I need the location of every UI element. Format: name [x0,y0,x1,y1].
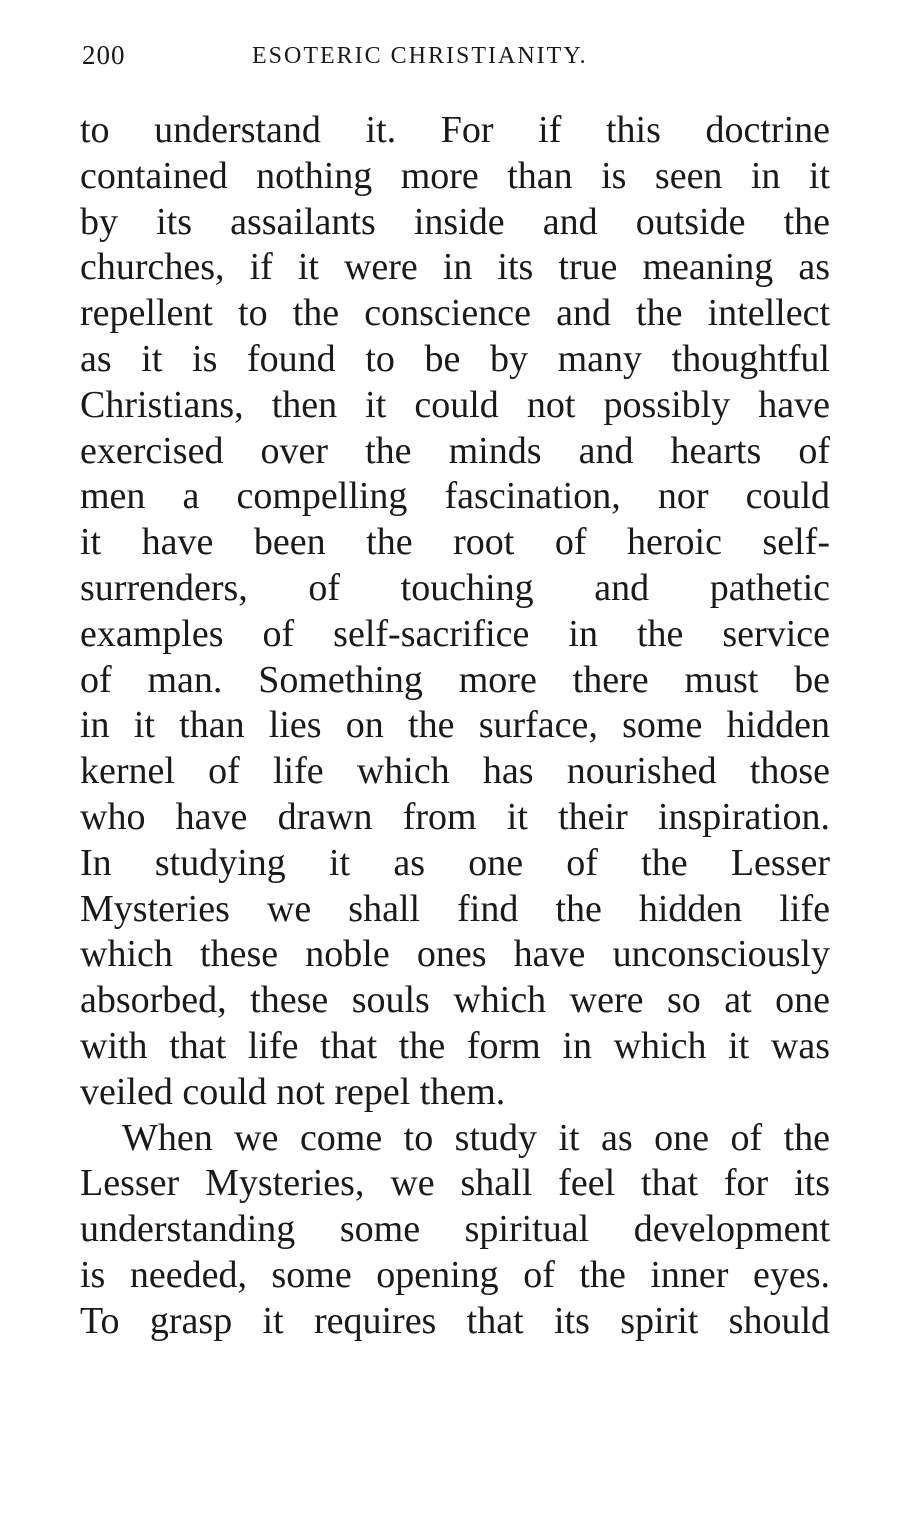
text-line: with that life that the form in which it was [80,1024,830,1067]
text-line: veiled could not repel them. [80,1070,506,1113]
text-line: Mysteries we shall find the hidden life [80,887,830,930]
text-line: churches, if it were in its true meaning as [80,246,830,289]
text-line: which these noble ones have unconsciously [80,933,830,976]
text-line: In studying it as one of the Lesser [80,841,830,884]
text-line: To grasp it requires that its spirit should [80,1299,830,1342]
text-line: as it is found to be by many thoughtful [80,337,830,380]
text-line: to understand it. For if this doctrine [80,109,830,151]
text-line: of man. Something more there must be [80,658,830,701]
text-line: When we come to study it as one of the [122,1116,830,1159]
text-line: repellent to the conscience and the intellect [80,292,830,335]
text-line: contained nothing more than is seen in it [80,154,830,197]
text-line: Christians, then it could not possibly have [80,383,830,426]
text-line: surrenders, of touching and pathetic [80,566,830,609]
text-line: exercised over the minds and hearts of [80,429,830,472]
running-head [82,40,682,80]
text-line: Lesser Mysteries, we shall feel that for its [80,1162,830,1205]
running-title: ESOTERIC CHRISTIANITY. [252,43,588,69]
page-number: 200 [82,40,126,70]
text-line: it have been the root of heroic self- [80,521,830,564]
text-line: by its assailants inside and outside the [80,200,830,243]
body-text [80,108,830,1345]
text-line: understanding some spiritual development [80,1208,830,1251]
text-line: who have drawn from it their inspiration. [80,795,830,838]
text-line: examples of self-sacrifice in the service [80,612,830,655]
text-line: men a compelling fascination, nor could [80,475,830,518]
text-line: is needed, some opening of the inner eyes. [80,1253,830,1296]
text-line: kernel of life which has nourished those [80,750,830,793]
text-line: in it than lies on the surface, some hidden [80,704,830,747]
text-line: absorbed, these souls which were so at one [80,979,830,1022]
